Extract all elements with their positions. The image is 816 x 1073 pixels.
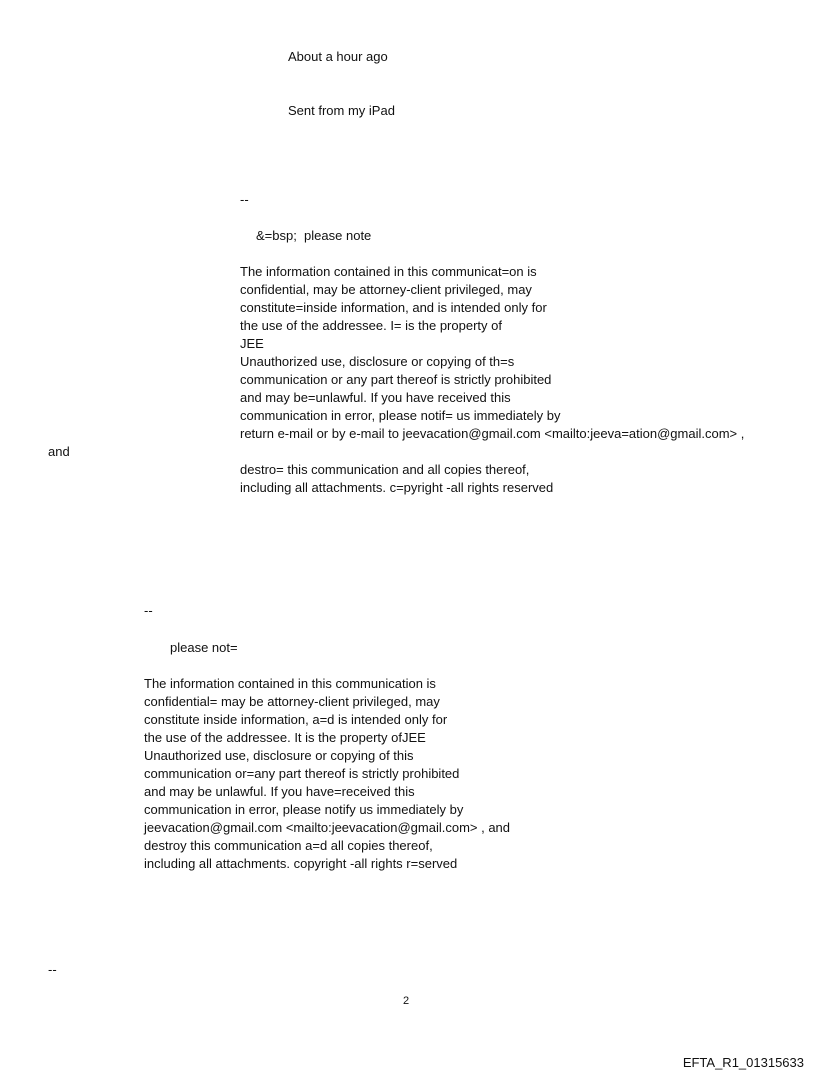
disclaimer-line: communication in error, please notify us immediately by bbox=[144, 802, 464, 817]
separator-3: -- bbox=[48, 962, 57, 977]
please-note-1: &=bsp; please note bbox=[256, 228, 372, 243]
disclaimer-line: Unauthorized use, disclosure or copying of th=s bbox=[240, 354, 515, 369]
disclaimer-line: confidential, may be attorney-client privileged, may bbox=[240, 282, 532, 297]
disclaimer-line: and may be=unlawful. If you have received this bbox=[240, 390, 511, 405]
separator-2: -- bbox=[144, 603, 153, 618]
disclaimer-line: and may be unlawful. If you have=received this bbox=[144, 784, 415, 799]
disclaimer-line: including all attachments. copyright -all rights r=served bbox=[144, 856, 458, 871]
separator-1: -- bbox=[240, 192, 249, 207]
disclaimer-line: The information contained in this communication is bbox=[144, 676, 436, 691]
timestamp-text: About a hour ago bbox=[288, 49, 388, 64]
disclaimer-line: confidential= may be attorney-client privileged, may bbox=[144, 694, 440, 709]
page-number: 2 bbox=[403, 995, 410, 1007]
disclaimer-line: Unauthorized use, disclosure or copying of this bbox=[144, 748, 414, 763]
wrapped-and-text: and bbox=[48, 444, 70, 459]
disclaimer-line: destroy this communication a=d all copies thereof, bbox=[144, 838, 433, 853]
disclaimer-line: the use of the addressee. I= is the property of bbox=[240, 318, 502, 333]
disclaimer-line: communication or any part thereof is strictly prohibited bbox=[240, 372, 552, 387]
disclaimer-line: destro= this communication and all copies thereof, bbox=[240, 462, 530, 477]
disclaimer-line: JEE bbox=[240, 336, 264, 351]
disclaimer-line: communication in error, please notif= us immediately by bbox=[240, 408, 561, 423]
disclaimer-line: The information contained in this communicat=on is bbox=[240, 264, 537, 279]
disclaimer-block-2 bbox=[144, 675, 510, 873]
document-id: EFTA_R1_01315633 bbox=[682, 1055, 804, 1070]
disclaimer-block-1 bbox=[240, 263, 744, 443]
disclaimer-line: including all attachments. c=pyright -all rights reserved bbox=[240, 480, 554, 495]
disclaimer-line: constitute inside information, a=d is intended only for bbox=[144, 712, 448, 727]
disclaimer-line: jeevacation@gmail.com <mailto:jeevacation@gmail.com> , and bbox=[144, 820, 511, 835]
disclaimer-line: the use of the addressee. It is the property ofJEE bbox=[144, 730, 426, 745]
disclaimer-block-1-end bbox=[240, 461, 553, 497]
disclaimer-line: communication or=any part thereof is strictly prohibited bbox=[144, 766, 460, 781]
disclaimer-line: constitute=inside information, and is intended only for bbox=[240, 300, 547, 315]
please-note-2: please not= bbox=[170, 640, 238, 655]
sent-from-text: Sent from my iPad bbox=[288, 103, 395, 118]
disclaimer-line: return e-mail or by e-mail to jeevacation@gmail.com <mailto:jeeva=ation@gmail.com> , bbox=[240, 426, 745, 441]
